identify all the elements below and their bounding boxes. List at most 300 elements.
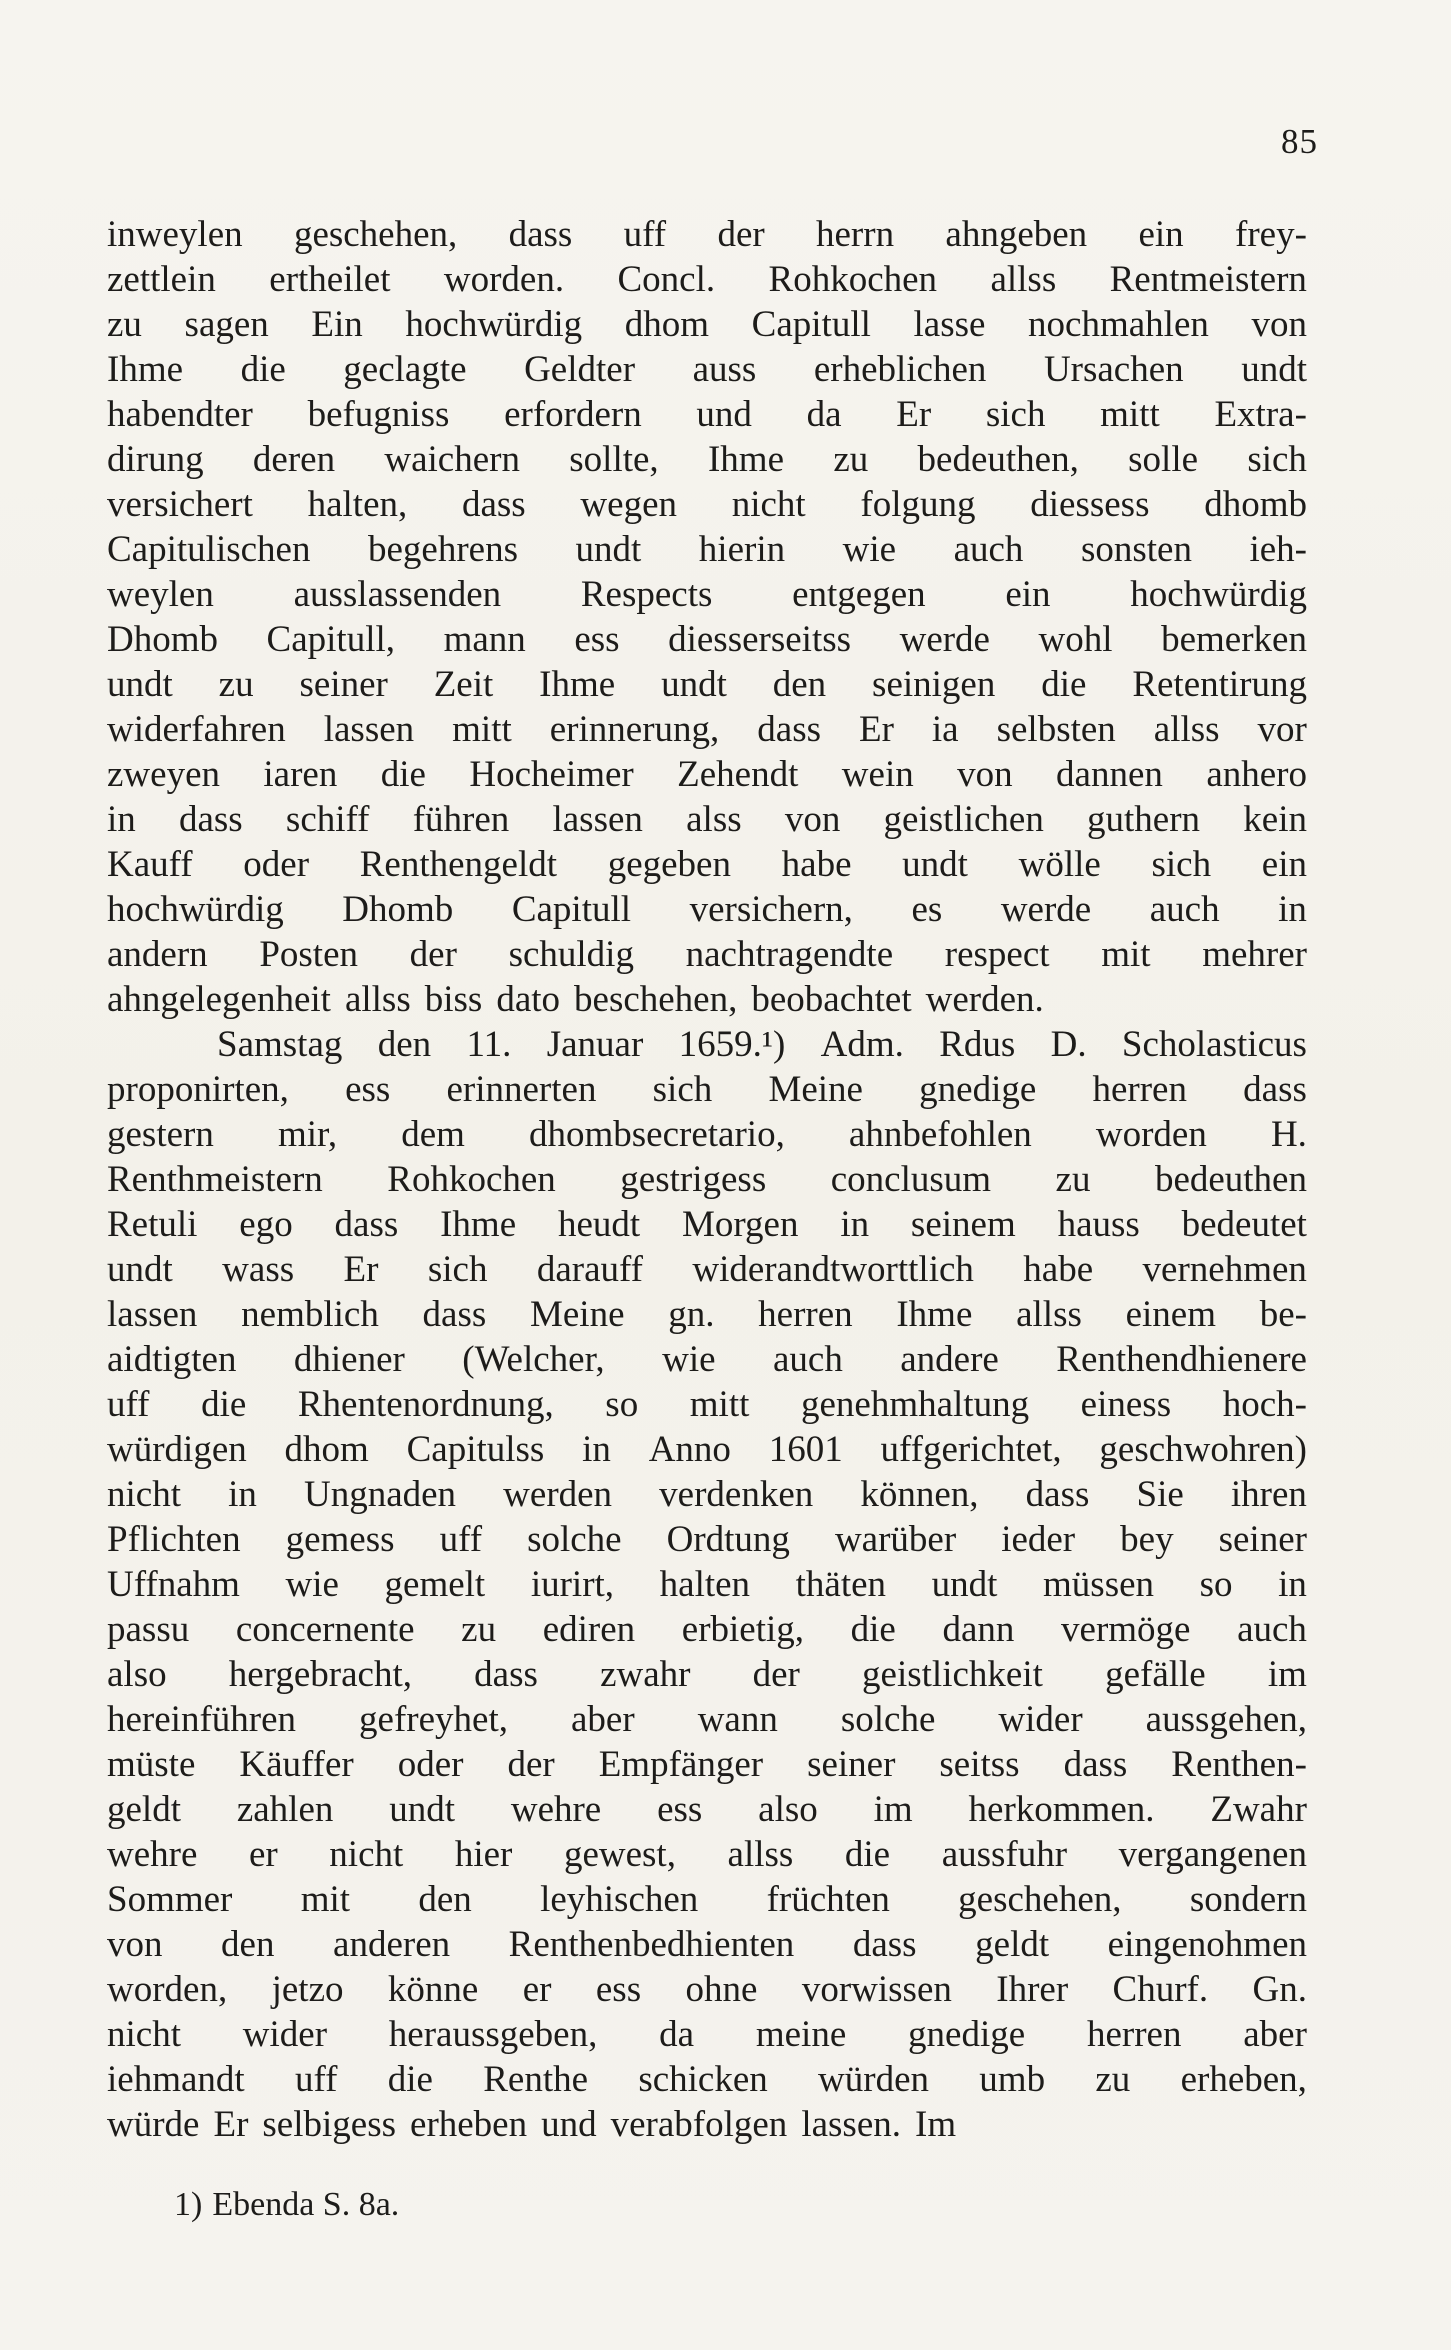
word: befugniss bbox=[307, 394, 450, 435]
word: habe bbox=[1023, 1249, 1094, 1290]
word: werden bbox=[503, 1474, 613, 1515]
word: undt bbox=[389, 1789, 455, 1830]
word: habe bbox=[781, 844, 852, 885]
word: verabfolgen bbox=[610, 2104, 788, 2145]
word: erheben, bbox=[1180, 2059, 1307, 2100]
word: worden bbox=[1095, 1114, 1207, 1155]
word: hierin bbox=[698, 529, 786, 570]
text-line bbox=[107, 1787, 1307, 1832]
word: undt bbox=[931, 1564, 998, 1605]
word: ein bbox=[1261, 844, 1307, 885]
word: dass bbox=[1025, 1474, 1090, 1515]
word: bey bbox=[1120, 1519, 1174, 1560]
word: Er bbox=[896, 394, 932, 435]
word: nicht bbox=[107, 2014, 181, 2055]
word: die bbox=[850, 1609, 896, 1650]
word: versichert bbox=[107, 484, 253, 525]
text-line bbox=[107, 1292, 1307, 1337]
word: Ihrer bbox=[996, 1969, 1069, 2010]
word: allss bbox=[1153, 709, 1220, 750]
text-line bbox=[107, 392, 1307, 437]
word: iurirt, bbox=[530, 1564, 615, 1605]
page-number: 85 bbox=[1281, 122, 1318, 161]
word: Zehendt bbox=[677, 754, 799, 795]
word: hauss bbox=[1057, 1204, 1140, 1245]
word: dass bbox=[334, 1204, 399, 1245]
word: bedeuthen bbox=[1154, 1159, 1307, 1200]
text-line bbox=[107, 257, 1307, 302]
word: ahnbefohlen bbox=[848, 1114, 1032, 1155]
word: Retuli bbox=[107, 1204, 198, 1245]
word: nicht bbox=[107, 1474, 181, 1515]
word: undt bbox=[107, 664, 173, 705]
word: zu bbox=[1095, 2059, 1131, 2100]
word: zettlein bbox=[107, 259, 216, 300]
word: müste bbox=[107, 1744, 196, 1785]
word: aussgehen, bbox=[1145, 1699, 1307, 1740]
text-line bbox=[107, 2057, 1307, 2102]
word: erbietig, bbox=[681, 1609, 805, 1650]
word: uff bbox=[107, 1384, 150, 1425]
word: mann bbox=[443, 619, 526, 660]
word: Dhomb bbox=[107, 619, 218, 660]
word: ein bbox=[1138, 214, 1184, 255]
word: Ihme bbox=[539, 664, 616, 705]
word: uff bbox=[623, 214, 667, 255]
word: Capitull, bbox=[266, 619, 396, 660]
word: ediren bbox=[542, 1609, 636, 1650]
word: gefälle bbox=[1105, 1654, 1206, 1695]
word: Samstag bbox=[217, 1024, 343, 1065]
word: darauff bbox=[536, 1249, 643, 1290]
word: Renthengeldt bbox=[359, 844, 558, 885]
word: allss bbox=[344, 979, 411, 1020]
word: waichern bbox=[384, 439, 520, 480]
word: von bbox=[784, 799, 841, 840]
text-line bbox=[107, 977, 1307, 1022]
word: Extra- bbox=[1214, 394, 1307, 435]
word: undt bbox=[902, 844, 968, 885]
text-line bbox=[107, 932, 1307, 977]
word: den bbox=[377, 1024, 432, 1065]
word: dato bbox=[496, 979, 561, 1020]
word: hochwürdig bbox=[1130, 574, 1307, 615]
word: 11. bbox=[466, 1024, 512, 1065]
word: hereinführen bbox=[107, 1699, 297, 1740]
word: einem bbox=[1125, 1294, 1216, 1335]
word: herrn bbox=[816, 214, 895, 255]
word: geschwohren) bbox=[1099, 1429, 1307, 1470]
word: dem bbox=[401, 1114, 465, 1155]
word: uff bbox=[294, 2059, 338, 2100]
word: Er bbox=[213, 2104, 249, 2145]
word: Rdus bbox=[939, 1024, 1016, 1065]
word: begehrens bbox=[367, 529, 518, 570]
word: nemblich bbox=[241, 1294, 379, 1335]
word: dhombsecretario, bbox=[529, 1114, 785, 1155]
word: werden. bbox=[925, 979, 1044, 1020]
word: in bbox=[1278, 1564, 1307, 1605]
word: H. bbox=[1270, 1114, 1307, 1155]
word: so bbox=[1199, 1564, 1233, 1605]
text-line bbox=[107, 527, 1307, 572]
word: undt bbox=[575, 529, 642, 570]
word: oder bbox=[243, 844, 310, 885]
word: entgegen bbox=[792, 574, 926, 615]
word: zu bbox=[833, 439, 869, 480]
word: heudt bbox=[557, 1204, 641, 1245]
word: führen bbox=[412, 799, 510, 840]
word: umb bbox=[979, 2059, 1046, 2100]
word: dass bbox=[474, 1654, 538, 1695]
word: sich bbox=[427, 1249, 488, 1290]
word: Geldter bbox=[524, 349, 636, 390]
text-line bbox=[107, 662, 1307, 707]
word: andern bbox=[107, 934, 208, 975]
word: Sommer bbox=[107, 1879, 233, 1920]
text-line bbox=[107, 842, 1307, 887]
word: zu bbox=[218, 664, 254, 705]
word: Uffnahm bbox=[107, 1564, 240, 1605]
word: D. bbox=[1050, 1024, 1087, 1065]
word: wie bbox=[285, 1564, 339, 1605]
word: allss bbox=[727, 1834, 794, 1875]
word: inweylen bbox=[107, 214, 243, 255]
word: bedeutet bbox=[1181, 1204, 1307, 1245]
word: Anno bbox=[648, 1429, 731, 1470]
word: guthern bbox=[1087, 799, 1201, 840]
word: der bbox=[507, 1744, 555, 1785]
body-text bbox=[107, 212, 1307, 2147]
word: beschehen, bbox=[574, 979, 738, 1020]
word: Adm. bbox=[820, 1024, 904, 1065]
word: iehmandt bbox=[107, 2059, 245, 2100]
word: seiner bbox=[299, 664, 388, 705]
word: schiff bbox=[285, 799, 370, 840]
word: Meine bbox=[529, 1294, 625, 1335]
word: thäten bbox=[795, 1564, 887, 1605]
word: in bbox=[228, 1474, 257, 1515]
word: ieder bbox=[1001, 1519, 1076, 1560]
word: mitt bbox=[452, 709, 512, 750]
word: und bbox=[696, 394, 752, 435]
word: Capitulss bbox=[406, 1429, 545, 1470]
word: geschehen, bbox=[293, 214, 458, 255]
word: selbsten bbox=[996, 709, 1116, 750]
word: im bbox=[873, 1789, 913, 1830]
word: selbigess bbox=[262, 2104, 397, 2145]
word: von bbox=[107, 1924, 163, 1965]
word: wegen bbox=[580, 484, 677, 525]
word: ahngeben bbox=[945, 214, 1088, 255]
word: da bbox=[806, 394, 842, 435]
word: werde bbox=[899, 619, 990, 660]
word: den bbox=[772, 664, 827, 705]
text-line bbox=[107, 2012, 1307, 2057]
word: wölle bbox=[1018, 844, 1101, 885]
text-line bbox=[107, 752, 1307, 797]
text-line bbox=[107, 482, 1307, 527]
word: zweyen bbox=[107, 754, 220, 795]
word: nochmahlen bbox=[1028, 304, 1209, 345]
word: Meine bbox=[768, 1069, 863, 1110]
word: (Welcher, bbox=[462, 1339, 605, 1380]
word: anderen bbox=[333, 1924, 451, 1965]
word: bedeuthen, bbox=[917, 439, 1079, 480]
word: würde bbox=[107, 2104, 200, 2145]
word: die bbox=[380, 754, 426, 795]
word: dass bbox=[1063, 1744, 1128, 1785]
word: Im bbox=[915, 2104, 957, 2145]
word: Gn. bbox=[1252, 1969, 1307, 2010]
word: in bbox=[107, 799, 136, 840]
word: dhomb bbox=[1204, 484, 1307, 525]
text-line bbox=[107, 887, 1307, 932]
word: Ihme bbox=[440, 1204, 517, 1245]
text-line bbox=[107, 1652, 1307, 1697]
word: mehrer bbox=[1202, 934, 1307, 975]
word: biss bbox=[424, 979, 483, 1020]
word: Ihme bbox=[107, 349, 184, 390]
word: dass bbox=[1243, 1069, 1307, 1110]
word: sich bbox=[985, 394, 1046, 435]
word: allss bbox=[1016, 1294, 1082, 1335]
word: hergebracht, bbox=[228, 1654, 412, 1695]
word: Pflichten bbox=[107, 1519, 241, 1560]
word: 1601 bbox=[768, 1429, 843, 1470]
word: wie bbox=[662, 1339, 716, 1380]
text-line bbox=[107, 1067, 1307, 1112]
word: zu bbox=[1055, 1159, 1091, 1200]
word: erfordern bbox=[504, 394, 642, 435]
word: Ursachen bbox=[1043, 349, 1184, 390]
word: die bbox=[201, 1384, 247, 1425]
word: lassen bbox=[323, 709, 415, 750]
word: nicht bbox=[731, 484, 806, 525]
word: vermöge bbox=[1061, 1609, 1191, 1650]
word: dirung bbox=[107, 439, 204, 480]
word: Kauff bbox=[107, 844, 193, 885]
word: mir, bbox=[277, 1114, 338, 1155]
word: sollte, bbox=[569, 439, 659, 480]
word: sich bbox=[652, 1069, 713, 1110]
word: vorwissen bbox=[801, 1969, 952, 2010]
word: zwahr bbox=[600, 1654, 691, 1695]
word: proponirten, bbox=[107, 1069, 289, 1110]
word: Rhentenordnung, bbox=[297, 1384, 554, 1425]
text-line bbox=[107, 707, 1307, 752]
word: solle bbox=[1128, 439, 1199, 480]
word: bemerken bbox=[1161, 619, 1307, 660]
word: gn. bbox=[668, 1294, 715, 1335]
word: diessess bbox=[1030, 484, 1150, 525]
word: wass bbox=[222, 1249, 295, 1290]
word: mit bbox=[1101, 934, 1151, 975]
word: Ungnaden bbox=[303, 1474, 457, 1515]
word: geistlichkeit bbox=[862, 1654, 1043, 1695]
word: wehre bbox=[107, 1834, 198, 1875]
word: Rentmeistern bbox=[1109, 259, 1307, 300]
word: im bbox=[1267, 1654, 1307, 1695]
word: meine bbox=[755, 2014, 847, 2055]
word: gestern bbox=[107, 1114, 214, 1155]
text-line bbox=[107, 1967, 1307, 2012]
word: widerandtworttlich bbox=[692, 1249, 974, 1290]
word: einess bbox=[1080, 1384, 1172, 1425]
word: deren bbox=[252, 439, 336, 480]
text-line bbox=[107, 2102, 1307, 2147]
word: anhero bbox=[1206, 754, 1307, 795]
word: schicken bbox=[638, 2059, 768, 2100]
text-line bbox=[107, 437, 1307, 482]
word: die bbox=[1041, 664, 1087, 705]
word: dass bbox=[852, 1924, 917, 1965]
word: früchten bbox=[766, 1879, 890, 1920]
word: sondern bbox=[1189, 1879, 1307, 1920]
word: ein bbox=[1005, 574, 1051, 615]
word: Rohkochen bbox=[387, 1159, 556, 1200]
word: leyhischen bbox=[540, 1879, 699, 1920]
word: aussfuhr bbox=[941, 1834, 1068, 1875]
word: in bbox=[1278, 889, 1307, 930]
word: werde bbox=[1000, 889, 1092, 930]
word: Er bbox=[343, 1249, 379, 1290]
word: der bbox=[752, 1654, 800, 1695]
text-line bbox=[107, 1157, 1307, 1202]
word: auch bbox=[1237, 1609, 1307, 1650]
word: und bbox=[541, 2104, 597, 2145]
word: den bbox=[221, 1924, 275, 1965]
word: gegeben bbox=[607, 844, 731, 885]
word: respect bbox=[944, 934, 1050, 975]
word: seinem bbox=[910, 1204, 1016, 1245]
text-line bbox=[107, 1472, 1307, 1517]
word: geldt bbox=[975, 1924, 1050, 1965]
text-line bbox=[107, 1832, 1307, 1877]
word: würden bbox=[818, 2059, 930, 2100]
word: sich bbox=[1151, 844, 1212, 885]
word: geistlichen bbox=[883, 799, 1044, 840]
word: solche bbox=[527, 1519, 622, 1560]
word: ertheilet bbox=[269, 259, 391, 300]
word: dhiener bbox=[293, 1339, 405, 1380]
word: gemelt bbox=[384, 1564, 486, 1605]
word: seiner bbox=[1218, 1519, 1307, 1560]
word: also bbox=[758, 1789, 818, 1830]
word: beobachtet bbox=[751, 979, 912, 1020]
word: vor bbox=[1257, 709, 1307, 750]
word: kein bbox=[1243, 799, 1307, 840]
word: herren bbox=[758, 1294, 853, 1335]
word: gnedige bbox=[919, 1069, 1037, 1110]
word: Scholasticus bbox=[1121, 1024, 1307, 1065]
word: erinnerung, bbox=[549, 709, 720, 750]
word: frey- bbox=[1235, 214, 1307, 255]
word: Ihme bbox=[896, 1294, 973, 1335]
word: verdenken bbox=[659, 1474, 814, 1515]
word: auch bbox=[1149, 889, 1220, 930]
word: mitt bbox=[1100, 394, 1160, 435]
word: uffgerichtet, bbox=[880, 1429, 1062, 1470]
word: vernehmen bbox=[1142, 1249, 1307, 1290]
word: 1659.¹) bbox=[678, 1024, 786, 1065]
text-line bbox=[107, 1427, 1307, 1472]
word: ia bbox=[931, 709, 959, 750]
word: gemess bbox=[285, 1519, 395, 1560]
word: Churf. bbox=[1112, 1969, 1209, 2010]
word: be- bbox=[1259, 1294, 1307, 1335]
word: hochwürdig bbox=[405, 304, 583, 345]
word: Er bbox=[858, 709, 894, 750]
word: halten, bbox=[307, 484, 408, 525]
word: worden, bbox=[107, 1969, 228, 2010]
word: Capitulischen bbox=[107, 529, 311, 570]
word: dhom bbox=[624, 304, 710, 345]
word: seinigen bbox=[872, 664, 996, 705]
text-line bbox=[107, 302, 1307, 347]
word: Käuffer bbox=[239, 1744, 354, 1785]
word: den bbox=[418, 1879, 472, 1920]
word: schuldig bbox=[508, 934, 634, 975]
word: die bbox=[844, 1834, 891, 1875]
word: also bbox=[107, 1654, 167, 1695]
word: ess bbox=[345, 1069, 391, 1110]
text-line bbox=[107, 1112, 1307, 1157]
word: wie bbox=[842, 529, 897, 570]
word: herkommen. bbox=[968, 1789, 1155, 1830]
word: concernente bbox=[235, 1609, 415, 1650]
word: sich bbox=[1247, 439, 1307, 480]
word: Posten bbox=[259, 934, 359, 975]
word: so bbox=[605, 1384, 639, 1425]
word: Respects bbox=[580, 574, 713, 615]
word: erheblichen bbox=[813, 349, 987, 390]
word: ohne bbox=[685, 1969, 758, 2010]
word: wohl bbox=[1038, 619, 1113, 660]
word: wein bbox=[841, 754, 914, 795]
word: gefreyhet, bbox=[359, 1699, 508, 1740]
word: Capitull bbox=[751, 304, 871, 345]
word: aber bbox=[571, 1699, 635, 1740]
word: halten bbox=[659, 1564, 751, 1605]
word: ieh- bbox=[1249, 529, 1307, 570]
word: wider bbox=[998, 1699, 1083, 1740]
word: lasse bbox=[913, 304, 986, 345]
word: zu bbox=[461, 1609, 497, 1650]
word: uff bbox=[439, 1519, 483, 1560]
word: herren bbox=[1092, 1069, 1187, 1110]
word: andere bbox=[900, 1339, 999, 1380]
text-line bbox=[107, 1202, 1307, 1247]
word: da bbox=[659, 2014, 695, 2055]
word: würdigen bbox=[107, 1429, 247, 1470]
word: Rohkochen bbox=[768, 259, 938, 300]
text-line bbox=[107, 1247, 1307, 1292]
word: lassen. bbox=[801, 2104, 901, 2145]
word: ess bbox=[595, 1969, 642, 2010]
word: Renthe bbox=[483, 2059, 589, 2100]
word: es bbox=[911, 889, 943, 930]
word: Zeit bbox=[433, 664, 494, 705]
footnote-text: Ebenda S. 8a. bbox=[212, 2186, 400, 2223]
word: dass bbox=[178, 799, 243, 840]
word: allss bbox=[990, 259, 1057, 300]
word: ihren bbox=[1230, 1474, 1307, 1515]
word: müssen bbox=[1043, 1564, 1155, 1605]
word: können, bbox=[860, 1474, 979, 1515]
word: heraussgeben, bbox=[388, 2014, 598, 2055]
word: solche bbox=[840, 1699, 936, 1740]
